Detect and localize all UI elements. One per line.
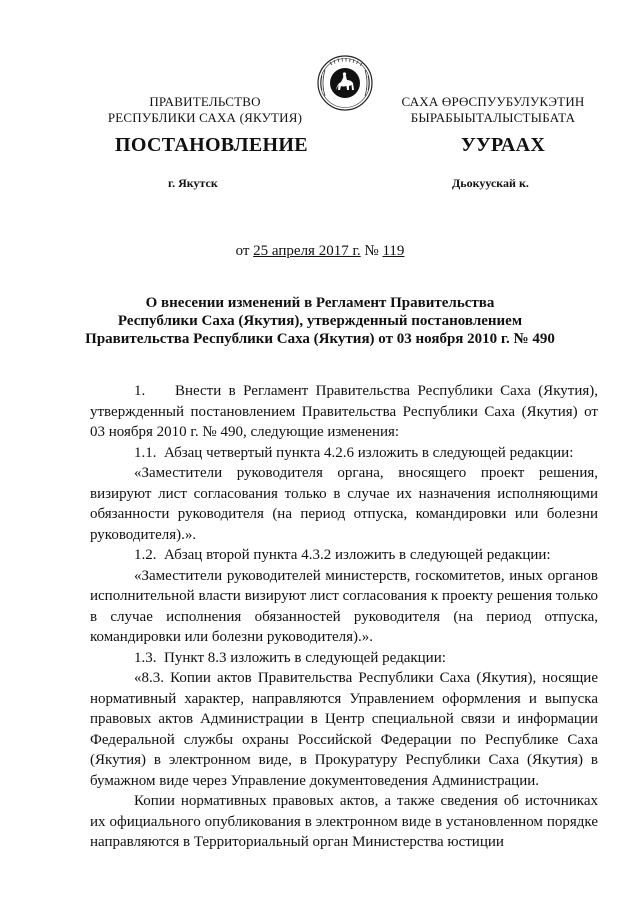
issuer-russian-line1: ПРАВИТЕЛЬСТВО (149, 94, 261, 109)
decree-title (60, 294, 580, 348)
city-russian: г. Якутск (168, 176, 218, 190)
decree-date-number (0, 243, 640, 260)
sakha-coat-of-arms-icon (316, 54, 374, 112)
title-line2: Республики Саха (Якутия), утвержденный постановлением (117, 313, 523, 329)
issuer-yakut-line1: САХА ӨРӨСПУУБУЛУКЭТИН (401, 94, 585, 109)
doctype-russian: ПОСТАНОВЛЕНИЕ (115, 134, 308, 156)
decree-body (90, 381, 598, 853)
city-yakut: Дьокуускай к. (452, 176, 529, 190)
number-sign: № (364, 243, 379, 259)
issuer-russian (92, 94, 318, 126)
doctype-yakut: УУРААХ (461, 134, 546, 156)
paragraph-1-3-text-2: Копии нормативных правовых актов, а также сведения об источниках их официального опубликования в электронном виде в установленном порядке направляются в Территориальный орган Министерства юстиции (90, 793, 598, 850)
issuer-russian-line2: РЕСПУБЛИКИ САХА (ЯКУТИЯ) (107, 110, 303, 125)
date-prefix: от (235, 243, 250, 259)
issuer-yakut (380, 94, 606, 126)
paragraph-1: 1. Внести в Регламент Правительства Республики Саха (Якутия), утвержденный постановлением Правительства Республики Саха (Якутия) от 03 ноября 2010 г. № 490, следующие изменения: (90, 383, 598, 440)
title-line3: Правительства Республики Саха (Якутия) от 03 ноября 2010 г. № 490 (85, 331, 555, 347)
paragraph-1-1-text: «Заместители руководителя органа, вносящего проект решения, визируют лист согласования только в случае их назначения исполняющими обязанности руководителя (на период отпуска, командировки или болезни руководителя).». (90, 465, 598, 543)
paragraph-1-1: 1.1. Абзац четвертый пункта 4.2.6 изложить в следующей редакции: (134, 444, 574, 461)
title-line1: О внесении изменений в Регламент Правительства (145, 295, 495, 311)
decree-number: 119 (382, 243, 405, 259)
paragraph-1-3-text: «8.3. Копии актов Правительства Республики Саха (Якутия), носящие нормативный характер, направляются Управлением оформления и выпуска правовых актов Администрации в Центр специальной связи и информации Федеральной службы охраны Российской Федерации по Республике Саха (Якутия) в электронном виде, в Прокуратуру Республики Саха (Якутия) в бумажном виде через Управление документоведения Администрации. (90, 670, 598, 789)
issuer-yakut-line2: БЫРАБЫЫТАЛЫСТЫБАТА (410, 110, 576, 125)
paragraph-1-3: 1.3. Пункт 8.3 изложить в следующей редакции: (134, 649, 446, 666)
decree-date: 25 апреля 2017 г. (253, 243, 361, 259)
paragraph-1-2: 1.2. Абзац второй пункта 4.3.2 изложить в следующей редакции: (134, 547, 551, 563)
paragraph-1-2-text: «Заместители руководителей министерств, госкомитетов, иных органов исполнительной власти визируют лист согласования к проекту решения только в случае исполнения обязанностей руководителя (на период отпуска, командировки или болезни руководителя).». (90, 567, 598, 645)
